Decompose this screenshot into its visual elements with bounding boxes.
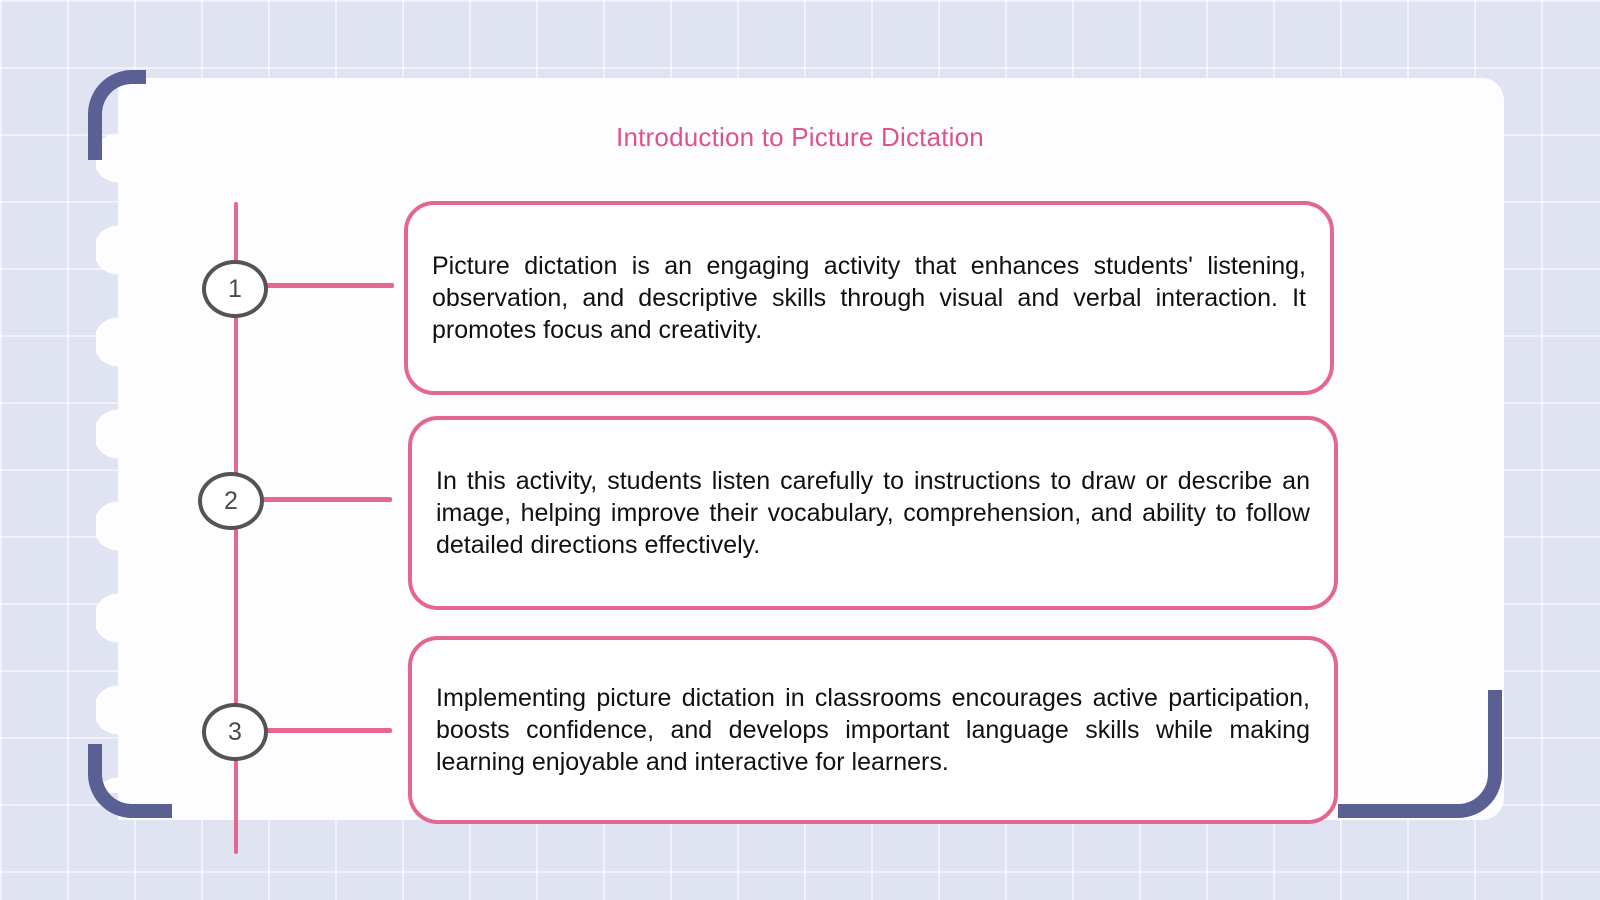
step-card-3 <box>408 636 1338 824</box>
step-card-2 <box>408 416 1338 610</box>
timeline-connector-2 <box>262 497 392 502</box>
frame-corner-bottom-left <box>88 744 172 818</box>
step-number-1: 1 <box>202 260 268 318</box>
frame-corner-bottom-right <box>1338 690 1502 818</box>
timeline-connector-3 <box>266 728 392 733</box>
page-title: Introduction to Picture Dictation <box>616 122 984 152</box>
step-text-3: Implementing picture dictation in classrooms encourages active participation, boosts confidence, and develops important language skills while making learning enjoyable and interactive for learners. <box>436 684 1310 776</box>
step-text-1: Picture dictation is an engaging activity that enhances students' listening, observation, and descriptive skills through visual and verbal interaction. It promotes focus and creativity. <box>432 252 1306 344</box>
step-number-3: 3 <box>202 703 268 761</box>
step-card-1 <box>404 201 1334 395</box>
step-text-2: In this activity, students listen carefully to instructions to draw or describe an image, helping improve their vocabulary, comprehension, and ability to follow detailed directions effectively. <box>436 467 1310 559</box>
step-number-2: 2 <box>198 472 264 530</box>
timeline-connector-1 <box>266 283 394 288</box>
